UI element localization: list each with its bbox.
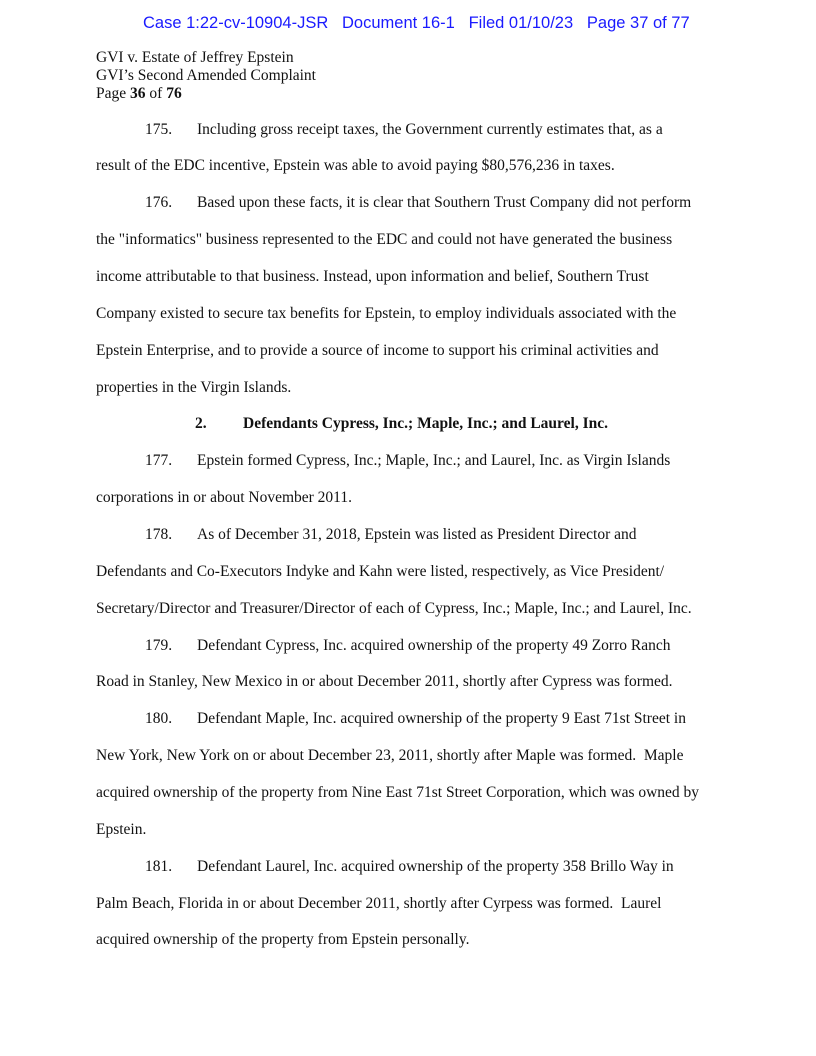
paragraph-number: 178.	[145, 525, 173, 543]
text-line	[0, 443, 816, 480]
text-line	[0, 701, 816, 738]
paragraph-text: Palm Beach, Florida in or about December 2011, shortly after Cyrpess was formed. Laurel	[96, 894, 662, 912]
paragraph-text: Defendant Laurel, Inc. acquired ownership of the property 358 Brillo Way in	[197, 857, 674, 875]
page-prefix: Page	[96, 85, 131, 102]
numbered-paragraph	[0, 701, 816, 848]
paragraph-number: 177.	[145, 452, 173, 470]
paragraph-text: result of the EDC incentive, Epstein was able to avoid paying $80,576,236 in taxes.	[96, 157, 615, 175]
text-line	[0, 370, 816, 407]
paragraph-number: 176.	[145, 194, 173, 212]
text-line	[0, 185, 816, 222]
text-line	[0, 591, 816, 628]
numbered-paragraph	[0, 628, 816, 702]
text-line	[0, 333, 816, 370]
paragraph-text: acquired ownership of the property from Nine East 71st Street Corporation, which was owned by	[96, 783, 700, 801]
paragraph-text: acquired ownership of the property from Epstein personally.	[96, 931, 470, 949]
paragraph-text: Defendant Cypress, Inc. acquired ownership of the property 49 Zorro Ranch	[197, 636, 671, 654]
text-line	[0, 148, 816, 185]
caption-document-title: GVI’s Second Amended Complaint	[96, 67, 316, 84]
paragraph-text: corporations in or about November 2011.	[96, 489, 352, 507]
numbered-paragraph	[0, 849, 816, 960]
page-of: of	[145, 85, 167, 102]
text-line	[0, 112, 816, 149]
section-heading	[0, 406, 816, 443]
numbered-paragraph	[0, 517, 816, 628]
paragraph-text: Defendant Maple, Inc. acquired ownership of the property 9 East 71st Street in	[197, 710, 686, 728]
paragraph-text: Including gross receipt taxes, the Government currently estimates that, as a	[197, 120, 663, 138]
page-total: 76	[166, 85, 182, 102]
paragraph-text: Based upon these facts, it is clear that Southern Trust Company did not perform	[197, 194, 692, 212]
numbered-paragraph	[0, 443, 816, 517]
paragraph-text: New York, New York on or about December 23, 2011, shortly after Maple was formed. Maple	[96, 747, 684, 765]
paragraph-text: Secretary/Director and Treasurer/Director of each of Cypress, Inc.; Maple, Inc.; and Laurel, Inc.	[96, 599, 692, 617]
paragraph-text: income attributable to that business. Instead, upon information and belief, Southern Trust	[96, 267, 649, 285]
text-line	[0, 738, 816, 775]
caption-page-number	[96, 85, 316, 103]
paragraph-text: properties in the Virgin Islands.	[96, 378, 292, 396]
text-line	[0, 517, 816, 554]
text-line	[0, 296, 816, 333]
text-line	[0, 886, 816, 923]
paragraph-text: the "informatics" business represented to the EDC and could not have generated the business	[96, 231, 673, 249]
text-line	[0, 259, 816, 296]
caption-case-name: GVI v. Estate of Jeffrey Epstein	[96, 49, 294, 66]
court-filing-stamp: Case 1:22-cv-10904-JSR Document 16-1 Filed 01/10/23 Page 37 of 77	[143, 14, 690, 32]
paragraph-number: 179.	[145, 636, 173, 654]
paragraph-number: 180.	[145, 710, 173, 728]
document-body	[0, 112, 816, 960]
text-line	[0, 922, 816, 959]
paragraph-text: Epstein.	[96, 820, 147, 838]
page-num: 36	[130, 85, 146, 102]
heading-number: 2.	[195, 415, 207, 433]
paragraph-number: 175.	[145, 120, 173, 138]
paragraph-text: Road in Stanley, New Mexico in or about December 2011, shortly after Cypress was formed.	[96, 673, 673, 691]
text-line	[0, 812, 816, 849]
heading-text: Defendants Cypress, Inc.; Maple, Inc.; and Laurel, Inc.	[243, 415, 608, 433]
text-line	[0, 222, 816, 259]
text-line	[0, 664, 816, 701]
text-line	[0, 480, 816, 517]
text-line	[0, 406, 816, 443]
numbered-paragraph	[0, 185, 816, 406]
document-caption	[96, 49, 316, 103]
text-line	[0, 775, 816, 812]
paragraph-text: Epstein formed Cypress, Inc.; Maple, Inc.; and Laurel, Inc. as Virgin Islands	[197, 452, 671, 470]
paragraph-text: Epstein Enterprise, and to provide a source of income to support his criminal activities and	[96, 341, 659, 359]
text-line	[0, 554, 816, 591]
text-line	[0, 849, 816, 886]
numbered-paragraph	[0, 112, 816, 186]
text-line	[0, 628, 816, 665]
paragraph-number: 181.	[145, 857, 173, 875]
paragraph-text: As of December 31, 2018, Epstein was listed as President Director and	[197, 525, 637, 543]
paragraph-text: Company existed to secure tax benefits for Epstein, to employ individuals associated with the	[96, 304, 677, 322]
paragraph-text: Defendants and Co-Executors Indyke and Kahn were listed, respectively, as Vice President/	[96, 562, 665, 580]
